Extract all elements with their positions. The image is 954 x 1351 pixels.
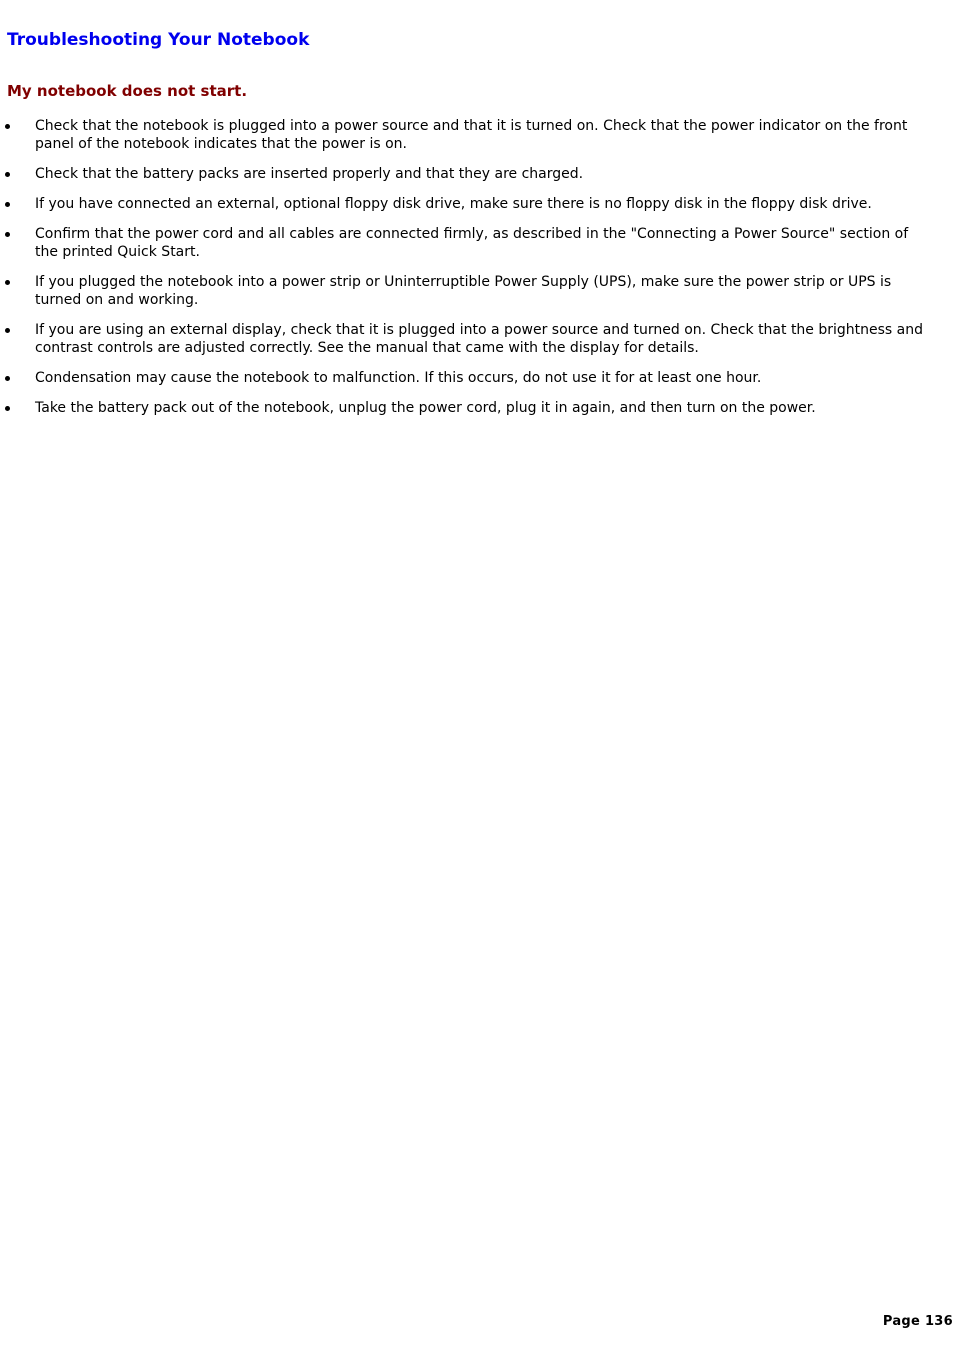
bullet-icon <box>5 328 10 333</box>
list-item <box>0 117 930 153</box>
list-item-text: Confirm that the power cord and all cables are connected firmly, as described in the "Connecting a Power Source" section of the printed Quick Start. <box>35 226 909 260</box>
bullet-icon <box>5 124 10 129</box>
list-item <box>0 195 930 213</box>
bullet-icon <box>5 280 10 285</box>
list-item <box>0 273 930 309</box>
list-item-text: If you are using an external display, check that it is plugged into a power source and turned on. Check that the brightness and contrast controls are adjusted correctly. See the manual that came with the display for details. <box>35 322 924 356</box>
list-item <box>0 369 930 387</box>
page-title: Troubleshooting Your Notebook <box>7 30 310 50</box>
list-item <box>0 321 930 357</box>
section-heading: My notebook does not start. <box>7 82 248 100</box>
list-item-text: Condensation may cause the notebook to malfunction. If this occurs, do not use it for at least one hour. <box>35 370 762 386</box>
bullet-icon <box>5 406 10 411</box>
bullet-icon <box>5 202 10 207</box>
list-item-text: Check that the notebook is plugged into a power source and that it is turned on. Check that the power indicator on the front panel of the notebook indicates that the power is on. <box>35 118 908 152</box>
page-number: Page 136 <box>882 1314 953 1329</box>
list-item <box>0 399 930 417</box>
list-item-text: Take the battery pack out of the notebook, unplug the power cord, plug it in again, and then turn on the power. <box>35 400 816 416</box>
bullet-icon <box>5 172 10 177</box>
list-item-text: If you have connected an external, optional floppy disk drive, make sure there is no floppy disk in the floppy disk drive. <box>35 196 872 212</box>
list-item-text: If you plugged the notebook into a power strip or Uninterruptible Power Supply (UPS), make sure the power strip or UPS is turned on and working. <box>35 274 892 308</box>
list-item <box>0 225 930 261</box>
list-item <box>0 165 930 183</box>
bullet-icon <box>5 376 10 381</box>
list-item-text: Check that the battery packs are inserted properly and that they are charged. <box>35 166 584 182</box>
bullet-icon <box>5 232 10 237</box>
troubleshooting-list <box>0 117 930 429</box>
